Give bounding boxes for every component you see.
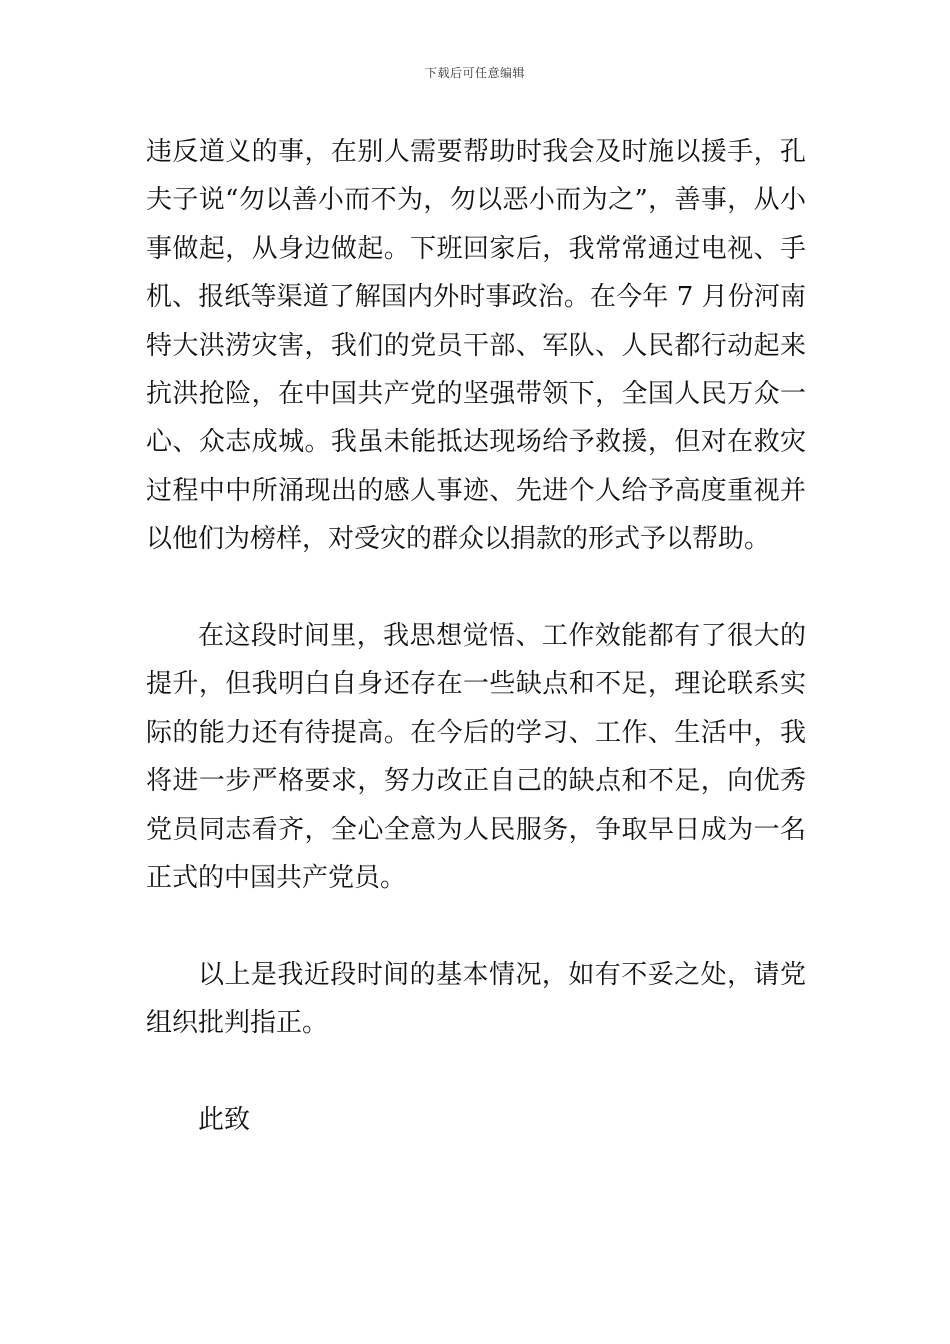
paragraph-self-assessment: 在这段时间里，我思想觉悟、工作效能都有了很大的提升，但我明白自身还存在一些缺点和不足，理论联系实际的能力还有待提高。在今后的学习、工作、生活中，我将进一步严格要求，努力改正自己的缺点和不足，向优秀党员同志看齐，全心全意为人民服务，争取早日成为一名正式的中国共产党员。 bbox=[146, 621, 806, 894]
paragraph-gap bbox=[146, 564, 806, 612]
paragraph-gap bbox=[146, 1048, 806, 1096]
document-body bbox=[146, 128, 806, 1144]
paragraph-continued: 违反道义的事，在别人需要帮助时我会及时施以援手，孔夫子说“勿以善小而不为，勿以恶小而为之”，善事，从小事做起，从身边做起。下班回家后，我常常通过电视、手机、报纸等渠道了解国内外时事政治。在今年 7 月份河南特大洪涝灾害，我们的党员干部、军队、人民都行动起来抗洪抢险，在中国共产党的坚强带领下，全国人民万众一心、众志成城。我虽未能抵达现场给予救援，但对在救灾过程中中所涌现出的感人事迹、先进个人给予高度重视并以他们为榜样，对受灾的群众以捐款的形式予以帮助。 bbox=[146, 137, 806, 555]
salutation-cizhi: 此致 bbox=[198, 1105, 251, 1136]
paragraph-gap bbox=[146, 902, 806, 950]
paragraph-closing-request: 以上是我近段时间的基本情况，如有不妥之处，请党组织批判指正。 bbox=[146, 959, 806, 1039]
header-note: 下载后可任意编辑 bbox=[424, 66, 525, 80]
